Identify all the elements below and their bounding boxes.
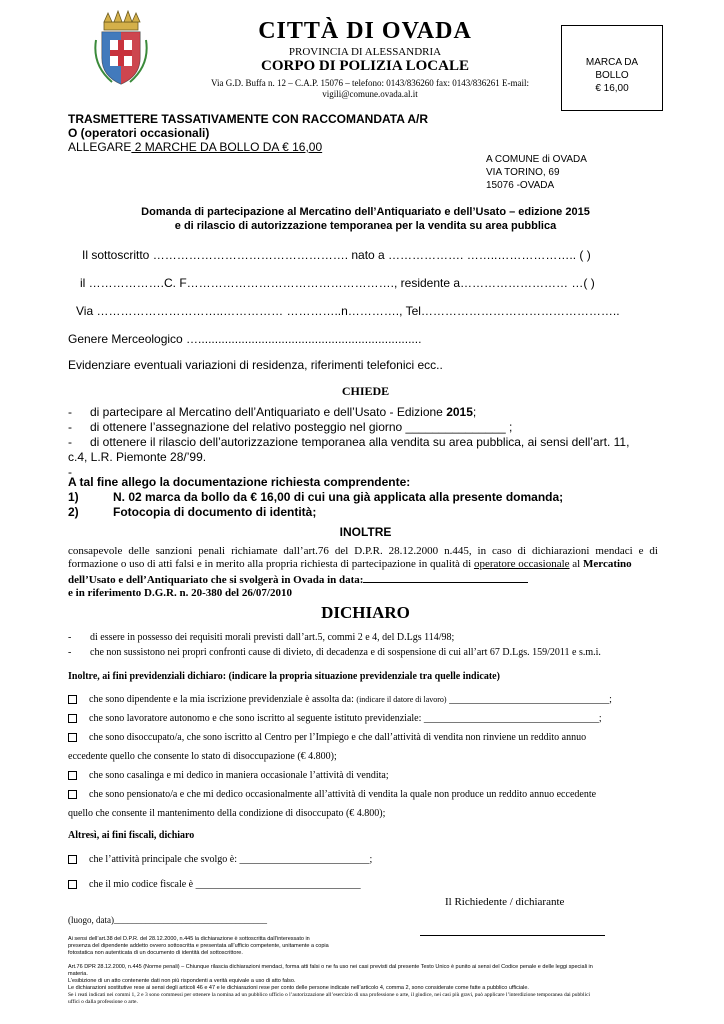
attachments-list: A tal fine allego la documentazione richiesta comprendente: 1) N. 02 marca da bollo da € 16,00 di cui una già applicata alla presente domanda; 2) Fotocopia di documento di identità;: [68, 475, 668, 520]
variations-note: Evidenziare eventuali variazioni di residenza, riferimenti telefonici ecc..: [68, 358, 443, 372]
footer-note-art76: Art.76 DPR 28.12.2000, n.445 (Norme penali) – Chiunque rilascia dichiarazioni mendaci, forma atti falsi o ne fa uso nei casi previsti dal presente Testo Unico è punito ai sensi del Codice penale e delle leggi speciali in materia. L’esibizione di un atto contenente dati non più rispondenti a verità equivale a uso di atto falso. Le dichiarazioni sostitutive rese ai sensi degli articoli 46 e 47 e le dichiarazioni rese per conto delle persone indicate nell’articolo 4, comma 2, sono considerate come fatte a pubblico ufficiale. Se i reati indicati nei commi 1, 2 e 3 sono commessi per ottenere la nomina ad un pubblico ufficio o l’autorizzazione all’esercizio di una professione o arte, il giudice, nei casi più gravi, può applicare l’interdizione temporanea dai pubblici uffici o dalla professione o arte.: [68, 964, 593, 1005]
checkbox[interactable]: [68, 855, 77, 864]
pension-option-selfemployed: che sono lavoratore autonomo e che sono iscritto al seguente istituto previdenziale: ___________________________________;: [68, 709, 668, 728]
revenue-stamp-box: MARCA DA BOLLO € 16,00: [561, 25, 663, 111]
applicant-address-field[interactable]: Via …………………………..…………… …………..n…………., Tel…………………………………………..: [76, 304, 620, 318]
contact-address: Via G.D. Buffa n. 12 – C.A.P. 15076 – telefono: 0143/836260 fax: 0143/836261 E-mail: vigili@comune.ovada.al.it: [210, 78, 529, 99]
pension-options: che sono dipendente e la mia iscrizione previdenziale è assolta da: (indicare il datore di lavoro) ________________________________; che sono lavoratore autonomo e che sono iscritto al seguente istituto previdenziale: ___________________________________; che sono disoccupato/a, che sono iscritto al Centro per l’Impiego e che dall’attività di vendita non rinviene un reddito annuo eccedente quello che consente lo stato di disoccupazione (€ 4.800); che sono casalinga e mi dedico in maniera occasionale l’attività di vendita; che sono pensionato/a e che mi dedico occasionalmente all’attività di vendita la quale non produce un reddito annuo eccedente quello che consente il mantenimento della condizione di disoccupato (€ 4.800);: [68, 690, 668, 823]
checkbox[interactable]: [68, 733, 77, 742]
applicant-residence-field[interactable]: il ……………….C. F……………………………………………., residente a……………………… …( ): [80, 276, 595, 290]
signer-label: Il Richiedente / dichiarante: [445, 896, 565, 908]
chiede-item: - di ottenere il rilascio dell’autorizzazione temporanea alla vendita su area pubblica, ai sensi dell’art. 11,: [68, 435, 630, 449]
request-subject: Domanda di partecipazione al Mercatino dell’Antiquariato e dell’Usato – edizione 2015 e di rilascio di autorizzazione temporanea per la vendita su area pubblica: [141, 206, 590, 232]
chiede-item: - di ottenere l’assegnazione del relativo posteggio nel giorno _______________ ;: [68, 420, 513, 434]
pension-option-employee: che sono dipendente e la mia iscrizione previdenziale è assolta da: (indicare il datore di lavoro) ________________________________;: [68, 690, 668, 709]
tax-option-activity: che l’attività principale che svolgo è: __________________________;: [68, 854, 372, 865]
merchandise-genre-field[interactable]: Genere Merceologico …...................................................................: [68, 332, 422, 346]
checkbox[interactable]: [68, 880, 77, 889]
checkbox[interactable]: [68, 714, 77, 723]
pension-heading: Inoltre, ai fini previdenziali dichiaro: (indicare la propria situazione previdenziale tra quelle indicate): [68, 671, 500, 682]
attachment-item: 1) N. 02 marca da bollo da € 16,00 di cui una già applicata alla presente domanda;: [68, 490, 564, 504]
send-instructions: TRASMETTERE TASSATIVAMENTE CON RACCOMANDATA A/R O (operatori occasionali) ALLEGARE 2 MARCHE DA BOLLO DA € 16,00: [68, 112, 428, 154]
city-crest-logo: [92, 10, 150, 88]
pension-option-housewife: che sono casalinga e mi dedico in maniera occasionale l’attività di vendita;: [68, 766, 668, 785]
province-name: PROVINCIA DI ALESSANDRIA: [288, 46, 442, 58]
dichiaro-item: - di essere in possesso dei requisiti morali previsti dall’art.5, commi 2 e 4, del D.Lgs 114/98;: [68, 632, 455, 643]
pension-option-pensioner: che sono pensionato/a e che mi dedico occasionalmente all’attività di vendita la quale non produce un reddito annuo eccedente: [68, 785, 668, 804]
inoltre-heading: INOLTRE: [339, 525, 392, 539]
chiede-item: - di partecipare al Mercatino dell’Antiquariato e dell’Usato - Edizione 2015;: [68, 405, 477, 419]
place-date-field[interactable]: (luogo, data)__________________________________: [68, 915, 267, 925]
tax-option-fiscal-code: che il mio codice fiscale è _________________________________: [68, 879, 361, 890]
checkbox[interactable]: [68, 695, 77, 704]
tax-heading: Altresì, ai fini fiscali, dichiaro: [68, 830, 195, 841]
applicant-name-field[interactable]: Il sottoscritto …………………………………………. nato a ………………. ……..……………….. ( ): [82, 248, 591, 262]
signature-line[interactable]: [420, 935, 605, 936]
dichiaro-heading: DICHIARO: [321, 603, 410, 622]
attachment-item: 2) Fotocopia di documento di identità;: [68, 505, 317, 519]
city-title: CITTÀ DI OVADA: [258, 18, 472, 44]
declaration-preamble: consapevole delle sanzioni penali richiamate dall’art.76 del D.P.R. 28.12.2000 n.445, in caso di dichiarazioni mendaci e di formazione o uso di atti falsi e in merito alla propria richiesta di partecipazione in qualità di operatore occasionale al Mercatino dell’Usato e dell’Antiquariato che si svolgerà in Ovada in data: e in riferimento D.G.R. n. 20-380 del 26/07/2010: [68, 545, 658, 599]
checkbox[interactable]: [68, 790, 77, 799]
pension-option-unemployed: che sono disoccupato/a, che sono iscritto al Centro per l’Impiego e che dall’attività di vendita non rinviene un reddito annuo: [68, 728, 668, 747]
checkbox[interactable]: [68, 771, 77, 780]
dichiaro-item: - che non sussistono nei propri confronti cause di divieto, di decadenza e di sospensione di cui all’art 67 D.Lgs. 159/2011 e s.m.i.: [68, 647, 601, 658]
chiede-heading: CHIEDE: [341, 384, 390, 398]
chiede-list: - di partecipare al Mercatino dell’Antiquariato e dell’Usato - Edizione 2015; - di ottenere l’assegnazione del relativo posteggio nel giorno _______________ ; - di ottenere il rilascio dell’autorizzazione temporanea alla vendita su area pubblica, ai sensi dell’art. 11, c.4, L.R. Piemonte 28/’99. -: [68, 405, 668, 480]
recipient-address: A COMUNE di OVADA VIA TORINO, 69 15076 -OVADA: [486, 154, 587, 191]
corp-name: CORPO DI POLIZIA LOCALE: [261, 58, 469, 74]
footer-note-art38: Ai sensi dell’art.38 del D.P.R. del 28.12.2000, n.445 la dichiarazione è sottoscritta dall’interessato in presenza del dipendente addetto ovvero sottoscritta e presentata all’ufficio competente, unitamente a copia fotostatica non autenticata di un documento di identità del sottoscrittore.: [68, 936, 329, 956]
dichiaro-list: [68, 630, 668, 660]
